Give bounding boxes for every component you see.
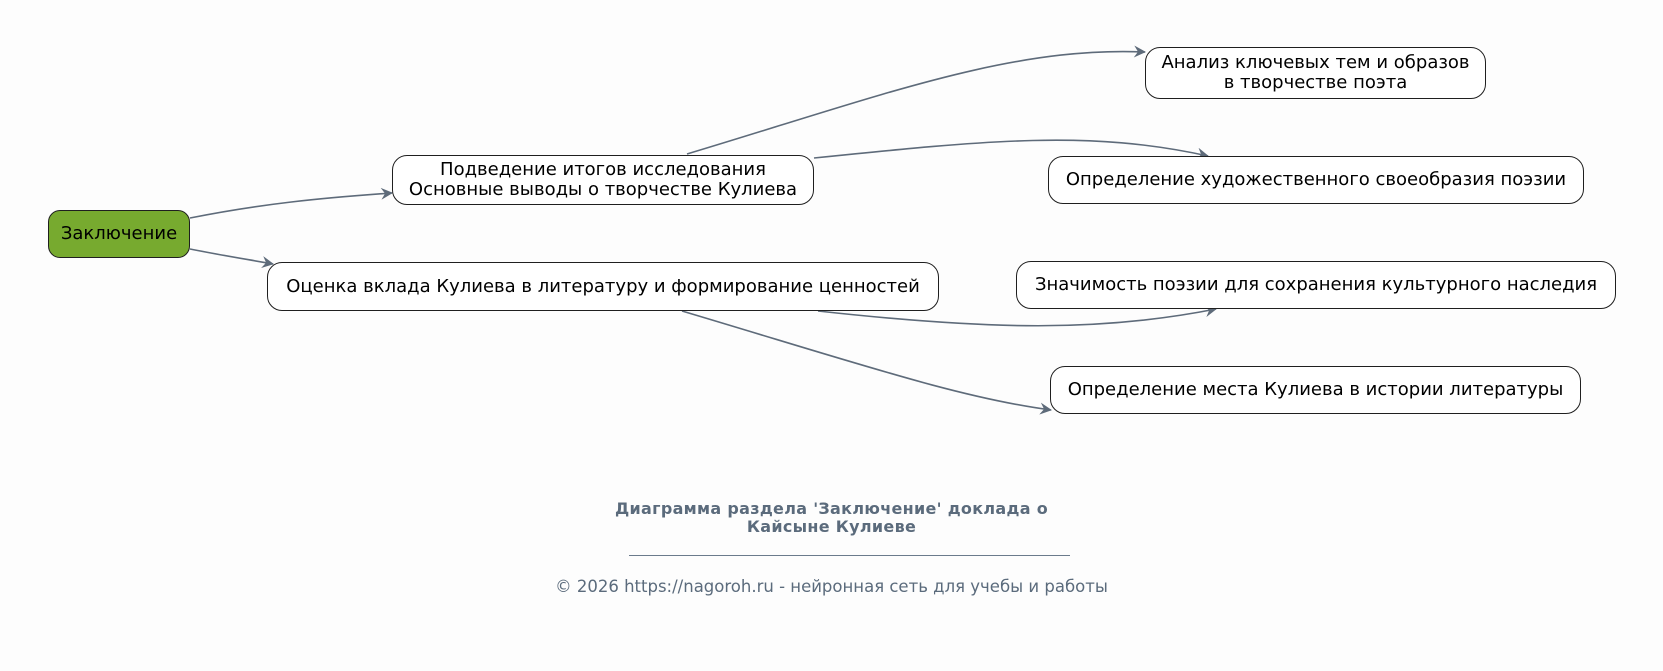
edge-contribution-place bbox=[682, 311, 1051, 410]
node-place[interactable] bbox=[1050, 366, 1581, 414]
caption-footer: © 2026 https://nagoroh.ru - нейронная сеть для учебы и работы bbox=[555, 577, 1108, 596]
node-contribution[interactable] bbox=[267, 262, 939, 311]
node-place-label: Определение места Кулиева в истории литературы bbox=[1067, 379, 1564, 400]
edge-summary-themes bbox=[687, 52, 1145, 154]
diagram-caption-title bbox=[0, 500, 1663, 536]
node-significance-label: Значимость поэзии для сохранения культурного наследия bbox=[1034, 274, 1598, 295]
edge-root-contribution bbox=[190, 249, 273, 264]
node-summary-line-2: Основные выводы о творчестве Кулиева bbox=[408, 179, 798, 200]
edge-contribution-significance bbox=[818, 309, 1216, 326]
node-conclusion[interactable] bbox=[48, 210, 190, 258]
edge-root-summary bbox=[190, 193, 392, 218]
node-originality-label: Определение художественного своеобразия поэзии bbox=[1065, 169, 1567, 190]
node-significance[interactable] bbox=[1016, 261, 1616, 309]
node-summary-line-1: Подведение итогов исследования bbox=[440, 159, 766, 180]
node-summary[interactable] bbox=[392, 155, 814, 205]
node-themes[interactable] bbox=[1145, 47, 1486, 99]
node-themes-line-2: в творчестве поэта bbox=[1223, 72, 1408, 93]
caption-title-line-1: Диаграмма раздела 'Заключение' доклада о bbox=[615, 499, 1048, 518]
caption-title-line-2: Кайсыне Кулиеве bbox=[746, 517, 917, 536]
node-themes-line-1: Анализ ключевых тем и образов bbox=[1161, 52, 1470, 73]
node-conclusion-label: Заключение bbox=[60, 223, 178, 244]
node-originality[interactable] bbox=[1048, 156, 1584, 204]
node-contribution-label: Оценка вклада Кулиева в литературу и формирование ценностей bbox=[286, 275, 920, 297]
caption-divider bbox=[629, 555, 1070, 556]
